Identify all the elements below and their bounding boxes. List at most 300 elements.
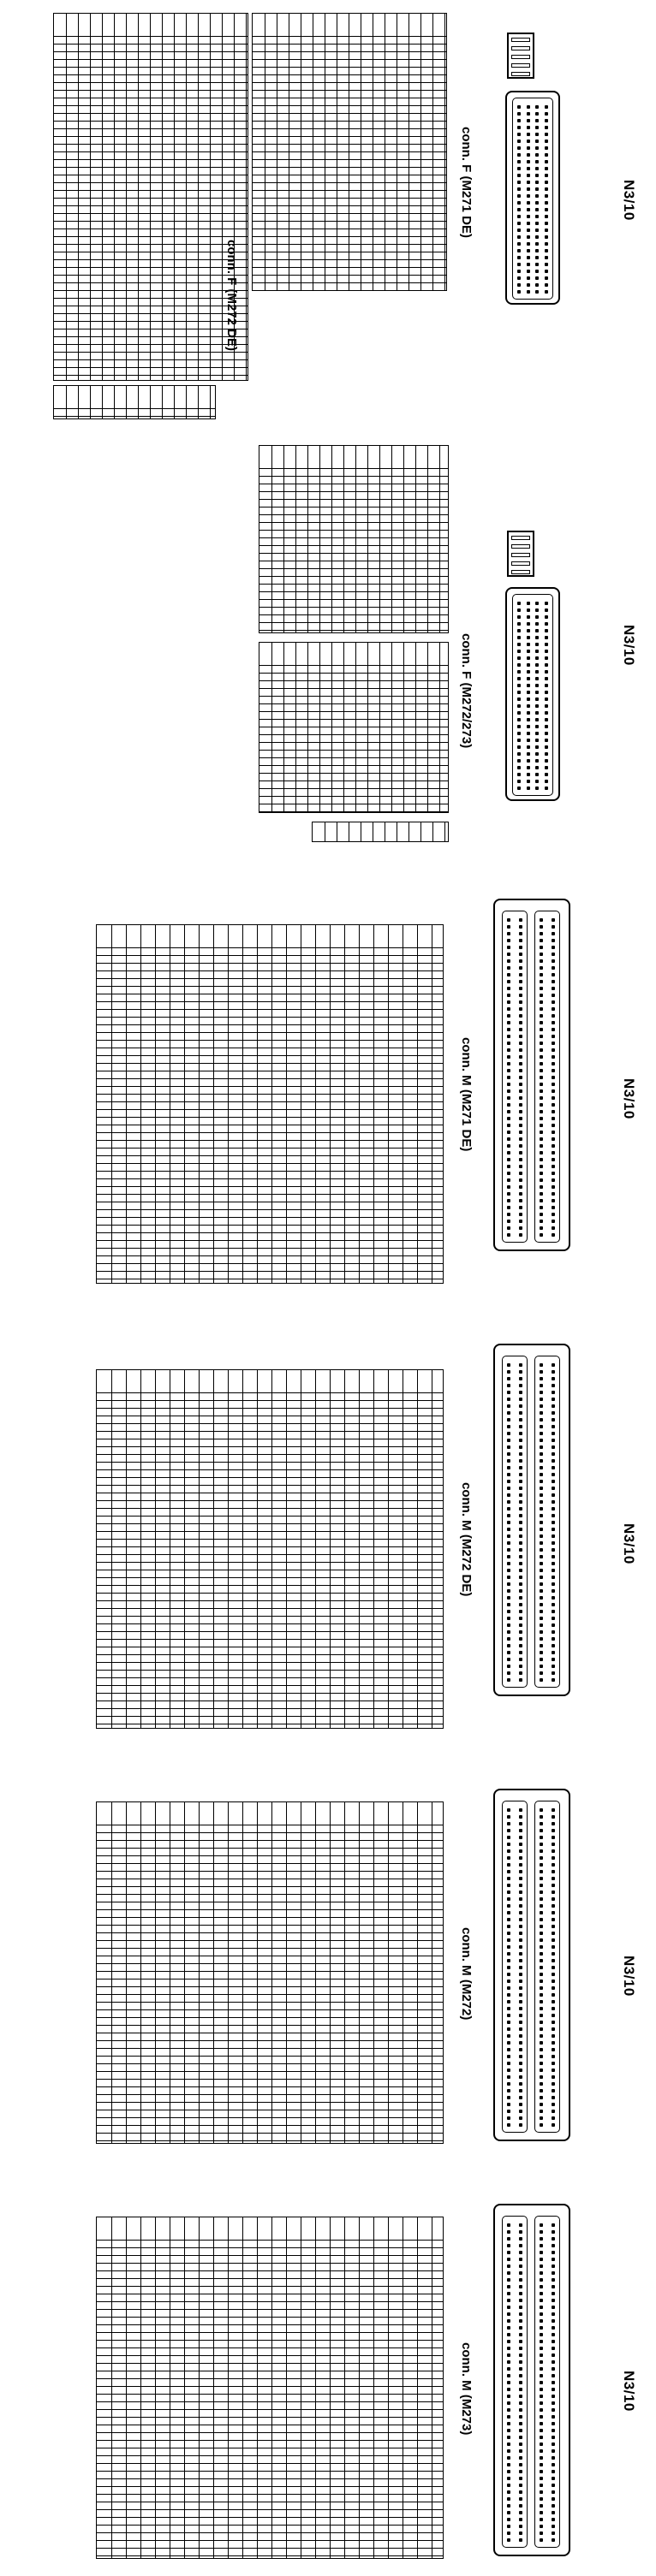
connector-pin (552, 1192, 555, 1196)
connector-pin (552, 1137, 555, 1141)
connector-pin (552, 1966, 555, 1969)
connector-pin (527, 615, 530, 619)
table-column-rule (420, 822, 421, 841)
table-row-rule (97, 1055, 443, 1056)
connector-pin (519, 2470, 522, 2473)
table-row-rule (54, 167, 247, 168)
table-row-rule (259, 622, 448, 623)
table-column-rule (271, 2217, 272, 2558)
connector-pin (519, 1979, 522, 1983)
table-column-rule (403, 643, 404, 812)
connector-pin (545, 208, 548, 211)
connector-pin (535, 201, 539, 205)
connector-pin (519, 939, 522, 942)
connector-pin (552, 1637, 555, 1641)
connector-pin (552, 1945, 555, 1949)
connector-pin (519, 2069, 522, 2072)
connector-pin (540, 1487, 543, 1490)
connector-pin (540, 1233, 543, 1237)
connector-pin (507, 2319, 510, 2323)
table-row-rule (54, 82, 247, 83)
table-row-rule (97, 2309, 443, 2310)
table-row-rule (97, 1017, 443, 1018)
connector-pin (519, 2442, 522, 2446)
connector-pin (540, 946, 543, 949)
connector-pin (517, 643, 521, 646)
connector-pin (540, 1466, 543, 1469)
connector-pin (507, 994, 510, 997)
connector-pin (519, 1973, 522, 1976)
connector-pin (519, 966, 522, 970)
connector-pin (540, 2096, 543, 2099)
table-row-rule (259, 711, 448, 712)
table-column-rule (199, 1802, 200, 2143)
connector-pin (507, 1500, 510, 1504)
connector-pin (540, 925, 543, 929)
connector-pin (535, 283, 539, 287)
table-column-rule (391, 446, 392, 632)
table-column-rule (66, 14, 67, 380)
connector-pin (552, 2069, 555, 2072)
connector-pin (535, 663, 539, 667)
connector-pin (507, 1671, 510, 1675)
connector-pin (519, 1849, 522, 1853)
table-row-rule (54, 298, 247, 299)
pin-table (259, 642, 449, 813)
connector-pin (552, 1623, 555, 1627)
connector-pin (517, 670, 521, 674)
connector-pin (507, 1897, 510, 1901)
connector-pin (507, 1172, 510, 1175)
connector-pin (527, 670, 530, 674)
table-row-rule (97, 1909, 443, 1910)
table-row-rule (97, 2340, 443, 2341)
table-row-rule (97, 2117, 443, 2118)
connector-pin (535, 773, 539, 776)
connector-pin (540, 2429, 543, 2432)
table-row-rule (253, 136, 446, 137)
connector-pin (540, 1042, 543, 1045)
connector-pin (519, 1172, 522, 1175)
connector-pin (552, 1918, 555, 1921)
table-row-rule (97, 2270, 443, 2271)
connector-pin (507, 1473, 510, 1476)
table-row-rule (97, 2332, 443, 2333)
connector-pin (552, 925, 555, 929)
connector-pin (507, 1411, 510, 1415)
connector-pin (507, 1398, 510, 1401)
connector-pin (535, 670, 539, 674)
connector-pin (540, 966, 543, 970)
connector-pin (519, 1226, 522, 1230)
connector-pin (552, 2477, 555, 2480)
connector-pin (552, 2374, 555, 2377)
connector-pin (545, 725, 548, 728)
connector-pin (540, 1671, 543, 1675)
connector-pin (507, 1945, 510, 1949)
table-column-rule (111, 2217, 112, 2558)
connector-pin (519, 1541, 522, 1545)
table-column-rule (184, 2217, 185, 2558)
table-column-rule (439, 446, 440, 632)
connector-pin (552, 1815, 555, 1819)
connector-pin (552, 1459, 555, 1463)
connector-pin (507, 1808, 510, 1812)
connector-pin (552, 2258, 555, 2261)
connector-pin (519, 1124, 522, 1127)
table-row-rule (97, 2255, 443, 2256)
connector-pin (507, 1665, 510, 1668)
pin-table (252, 13, 447, 291)
connector-pin (540, 2326, 543, 2330)
connector-pin (507, 946, 510, 949)
table-column-rule (373, 2217, 374, 2558)
table-row-rule (54, 290, 247, 291)
connector-pin (507, 1973, 510, 1976)
table-row-rule (97, 2324, 443, 2325)
connector-pin (540, 1576, 543, 1579)
connector-pin (519, 1576, 522, 1579)
connector-pin (517, 256, 521, 259)
connector-pin (552, 1131, 555, 1134)
connector-pin (519, 2531, 522, 2535)
connector-pin (517, 684, 521, 687)
table-row-rule (54, 144, 247, 145)
connector-pin (540, 2388, 543, 2391)
connector-pin (507, 2360, 510, 2364)
connector-pin (527, 732, 530, 735)
connector-pin (507, 1377, 510, 1380)
table-column-rule (150, 14, 151, 380)
connector-pin (519, 1966, 522, 1969)
connector-pin (507, 2470, 510, 2473)
pin-table (259, 445, 449, 633)
table-row-rule (97, 2478, 443, 2479)
connector-pin (517, 656, 521, 660)
table-row-rule (259, 499, 448, 500)
connector-pin (540, 2422, 543, 2425)
connector-pin (552, 1199, 555, 1202)
table-column-rule (319, 643, 320, 812)
connector-pin (519, 2110, 522, 2113)
table-row-rule (54, 321, 247, 322)
connector-pin (540, 987, 543, 990)
connector-pin (552, 1541, 555, 1545)
connector-pin (519, 1637, 522, 1641)
table-column-rule (283, 643, 284, 812)
connector-pin (545, 656, 548, 660)
connector-pin (540, 2347, 543, 2350)
connector-pin (517, 718, 521, 721)
connector-pin (519, 1938, 522, 1942)
connector-pin (540, 2340, 543, 2343)
connector-pin (540, 2442, 543, 2446)
connector-pin (507, 2408, 510, 2412)
connector-pin (540, 2374, 543, 2377)
pin-table (96, 924, 444, 1284)
connector-pin (519, 2319, 522, 2323)
connector-pin (540, 1637, 543, 1641)
connector-pin (527, 629, 530, 632)
connector-pin (507, 1986, 510, 1990)
connector-pin (540, 1185, 543, 1189)
connector-pin (552, 1089, 555, 1093)
connector-pin (507, 1856, 510, 1860)
connector-pin (535, 215, 539, 218)
connector-pin (540, 994, 543, 997)
table-row-rule (253, 113, 446, 114)
table-row-rule (97, 1232, 443, 1233)
connector-pin (552, 1576, 555, 1579)
connector-pin (519, 1466, 522, 1469)
connector-pin (540, 1843, 543, 1846)
connector-pin (552, 2014, 555, 2017)
connector-pin (507, 1384, 510, 1387)
connector-pin (519, 2347, 522, 2350)
connector-pin (507, 2000, 510, 2003)
connector-pin (519, 1617, 522, 1620)
connector-pin (552, 1466, 555, 1469)
connector-pin (519, 2497, 522, 2501)
connector-pin (519, 1021, 522, 1024)
connector-pin (540, 1582, 543, 1586)
connector-pin (545, 201, 548, 205)
connector-pin (519, 2230, 522, 2234)
table-row-rule (97, 1140, 443, 1141)
connector-pin (519, 1678, 522, 1682)
connector-pin (507, 1213, 510, 1216)
table-row-rule (259, 614, 448, 615)
connector-pin (552, 1432, 555, 1435)
connector-pin (517, 229, 521, 232)
table-row-rule (97, 2048, 443, 2049)
connector-pin (552, 2470, 555, 2473)
connector-pin (519, 1534, 522, 1538)
connector-pin (507, 2456, 510, 2460)
connector-pin (527, 105, 530, 109)
connector-pin (507, 918, 510, 922)
table-column-rule (379, 643, 380, 812)
connector-pin (519, 2089, 522, 2092)
connector-pin (552, 1103, 555, 1107)
connector-pin (507, 2463, 510, 2466)
connector-pin (552, 2041, 555, 2045)
table-column-rule (427, 643, 428, 812)
connector-diagram (507, 531, 534, 577)
connector-pin (540, 2082, 543, 2086)
table-row-rule (253, 213, 446, 214)
connector-pin (540, 1897, 543, 1901)
table-row-rule (97, 1562, 443, 1563)
connector-pin (552, 2347, 555, 2350)
connector-pin (535, 290, 539, 294)
connector-pin (519, 2374, 522, 2377)
connector-pin (519, 2353, 522, 2357)
table-row-rule (259, 591, 448, 592)
connector-pin (527, 174, 530, 177)
connector-pin (507, 1521, 510, 1524)
connector-pin (540, 1884, 543, 1887)
table-row-rule (97, 1986, 443, 1987)
connector-pin (535, 133, 539, 136)
connector-pin (552, 2055, 555, 2058)
connector-pin (540, 2034, 543, 2038)
table-column-rule (228, 1802, 229, 2143)
connector-pin (540, 1370, 543, 1374)
connector-pin (527, 636, 530, 639)
connector-pin (527, 711, 530, 715)
table-row-rule (54, 275, 247, 276)
table-row-rule (97, 1662, 443, 1663)
connector-pin (545, 691, 548, 694)
connector-pin (540, 1658, 543, 1661)
connector-pin (540, 1452, 543, 1456)
table-row-rule (259, 765, 448, 766)
connector-pin (519, 2511, 522, 2514)
table-row-rule (97, 2548, 443, 2549)
table-row-rule (97, 1994, 443, 1995)
connector-pin (540, 1938, 543, 1942)
pin-table (96, 1369, 444, 1729)
table-column-rule (90, 14, 91, 380)
table-row-rule (97, 1840, 443, 1841)
connector-pin (552, 2230, 555, 2234)
table-column-rule (367, 643, 368, 812)
connector-pin (545, 160, 548, 163)
connector-pin (507, 1048, 510, 1052)
connector-pin (552, 1493, 555, 1497)
connector-pin (507, 2531, 510, 2535)
connector-pin (540, 2069, 543, 2072)
connector-pin (519, 2306, 522, 2309)
connector-pin (552, 1548, 555, 1552)
connector-pin (535, 684, 539, 687)
connector-pin (535, 745, 539, 749)
connector-pin (519, 1487, 522, 1490)
table-row-rule (97, 1446, 443, 1447)
connector-pin (540, 2285, 543, 2288)
table-column-rule (78, 386, 79, 418)
connector-pin (552, 1000, 555, 1004)
table-column-rule (307, 446, 308, 632)
table-row-rule (54, 51, 247, 52)
connector-diagram-main (493, 1789, 570, 2141)
connector-pin (517, 201, 521, 205)
connector-pin (545, 684, 548, 687)
connector-pin (552, 1035, 555, 1038)
connector-pin (519, 2340, 522, 2343)
table-row-rule (259, 545, 448, 546)
table-row-rule (97, 1940, 443, 1941)
connector-pin (507, 1439, 510, 1442)
connector-pin (519, 1528, 522, 1531)
connector-pin (540, 1849, 543, 1853)
table-row-rule (97, 1886, 443, 1887)
connector-pin (507, 1582, 510, 1586)
connector-title-alt: conn. F (M272 DE) (224, 240, 239, 352)
table-row-rule (97, 1063, 443, 1064)
connector-pin (540, 1925, 543, 1928)
connector-pin (507, 2381, 510, 2384)
connector-pin (540, 1110, 543, 1113)
connector-pin (507, 1007, 510, 1011)
connector-pin (540, 1076, 543, 1079)
connector-pin (545, 697, 548, 701)
connector-pin (527, 608, 530, 612)
connector-pin (535, 629, 539, 632)
connector-pin (535, 167, 539, 170)
connector-pin (552, 2007, 555, 2010)
connector-pin (507, 2244, 510, 2247)
table-column-rule (186, 14, 187, 380)
connector-pin (507, 1089, 510, 1093)
table-row-rule (54, 90, 247, 91)
table-column-rule (155, 2217, 156, 2558)
connector-pin (552, 1185, 555, 1189)
table-row-rule (97, 978, 443, 979)
connector-pin (507, 2477, 510, 2480)
connector-diagram-main (493, 1344, 570, 1696)
table-column-rule (162, 14, 163, 380)
connector-pin (519, 1890, 522, 1894)
connector-pin (517, 677, 521, 680)
connector-pin (540, 1877, 543, 1880)
connector-pin (507, 1870, 510, 1873)
table-row-rule (97, 1554, 443, 1555)
connector-pin (519, 2504, 522, 2508)
table-row-rule (253, 51, 446, 52)
connector-pin (517, 153, 521, 157)
connector-pin (507, 1644, 510, 1647)
table-row-rule (97, 1400, 443, 1401)
connector-pin (519, 1069, 522, 1072)
connector-pin (540, 1062, 543, 1065)
connector-pin (527, 112, 530, 116)
connector-pin (519, 1103, 522, 1107)
connector-pin (507, 1083, 510, 1086)
table-row-rule (97, 2432, 443, 2433)
connector-pin (552, 1582, 555, 1586)
connector-pin (527, 622, 530, 626)
table-column-rule (331, 446, 332, 632)
table-row-rule (97, 1871, 443, 1872)
connector-pin (540, 1124, 543, 1127)
connector-pin (517, 242, 521, 246)
connector-pin (507, 1507, 510, 1511)
connector-pin (552, 1144, 555, 1148)
table-row-rule (259, 522, 448, 523)
connector-pin (507, 1617, 510, 1620)
connector-pin (519, 2258, 522, 2261)
connector-pin (507, 1576, 510, 1579)
table-row-rule (97, 1577, 443, 1578)
connector-pin (545, 643, 548, 646)
connector-pin (552, 1487, 555, 1490)
connector-pin (552, 2062, 555, 2065)
connector-pin (519, 1610, 522, 1613)
table-row-rule (253, 267, 446, 268)
table-row-rule (97, 2079, 443, 2080)
connector-pin (527, 256, 530, 259)
connector-pin (527, 222, 530, 225)
connector-pin (552, 959, 555, 963)
table-row-rule (97, 2063, 443, 2064)
connector-pin (519, 1569, 522, 1572)
table-row-rule (97, 1848, 443, 1849)
table-row-rule (259, 514, 448, 515)
connector-pin (507, 2041, 510, 2045)
connector-pin (540, 2525, 543, 2528)
